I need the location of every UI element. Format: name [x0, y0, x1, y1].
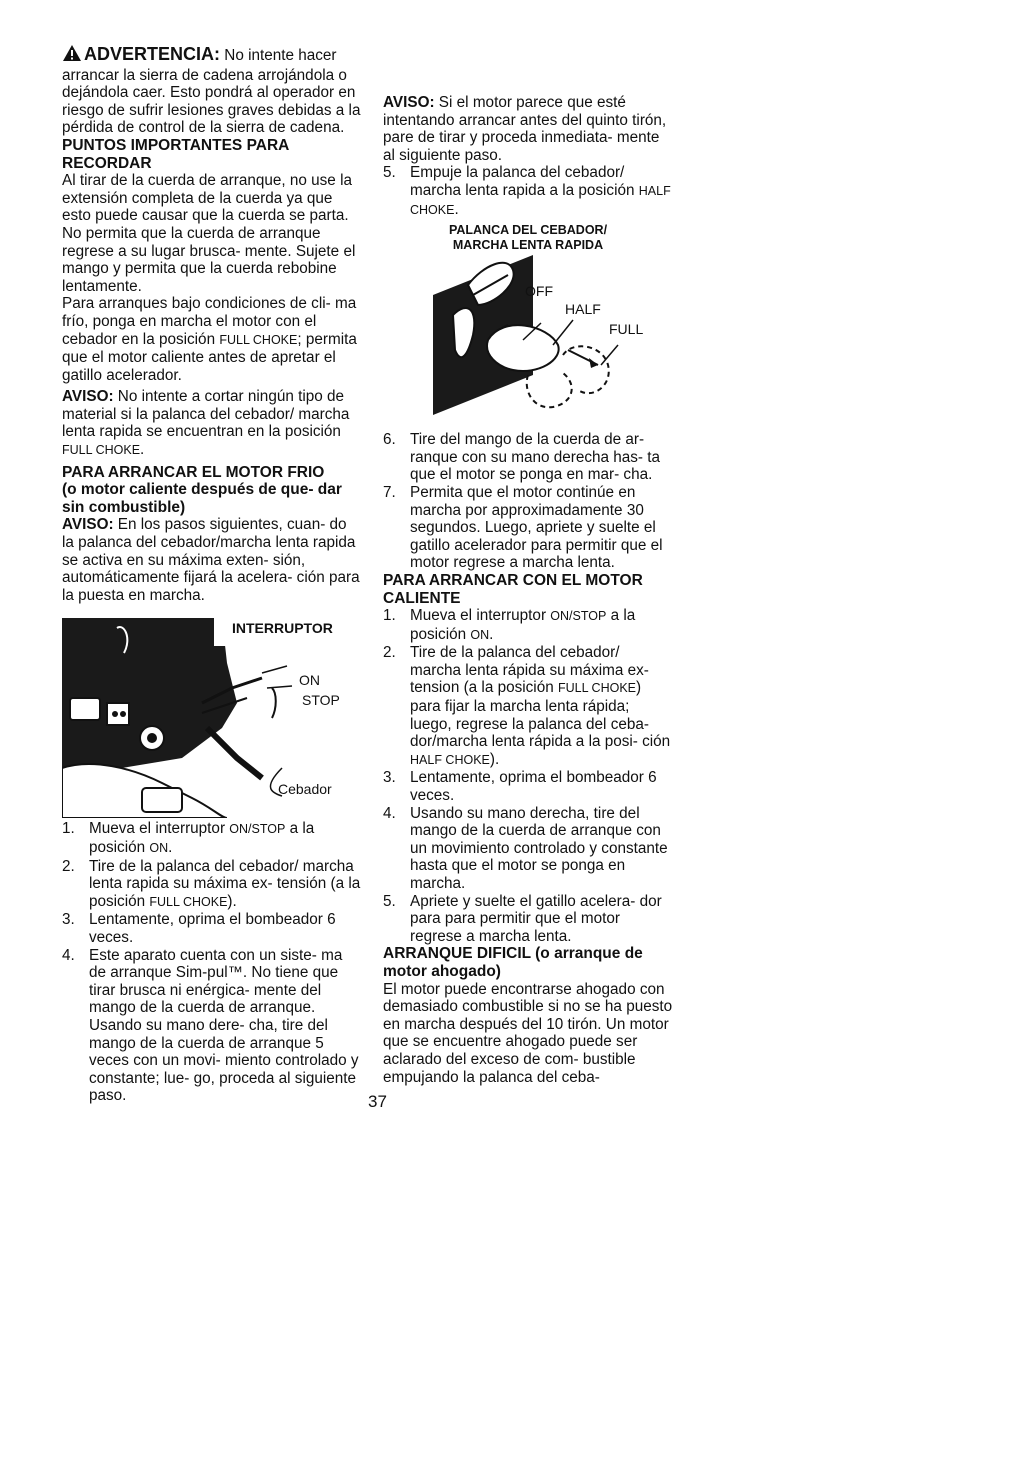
- choke-lever-illustration: [413, 255, 653, 425]
- caliente-heading: PARA ARRANCAR CON EL MOTOR CALIENTE: [383, 571, 643, 607]
- full-label: FULL: [609, 321, 644, 338]
- warning-body: hacer arrancar la sierra de cadena arrojándola o dejándola caer. Esto pondrá al operador en riesgo de sufrir lesiones graves debidas a la pérdida de control de la sierra de cadena.: [62, 47, 361, 137]
- left-column: [62, 44, 362, 1105]
- list-item: 3. Lentamente, oprima el bombeador 6 veces.: [62, 911, 336, 946]
- off-label: OFF: [525, 283, 553, 300]
- palanca-caption-1: PALANCA DEL CEBADOR/: [448, 223, 608, 238]
- list-item: 5. Apriete y suelte el gatillo acelera- dor para para permitir que el motor regrese a marcha lenta.: [383, 892, 662, 945]
- list-item: 3. Lentamente, oprima el bombeador 6 veces.: [383, 769, 657, 805]
- frio-aviso2: AVISO: Si el motor parece que esté intentando arrancar antes del quinto tirón, pare de tirar y proceda inmediata- mente al siguiente paso.: [383, 94, 667, 164]
- frio-subheading: (o motor caliente después de que- dar sin combustible): [62, 481, 342, 516]
- caliente-steps-list: [383, 607, 673, 945]
- half-label: HALF: [565, 301, 601, 318]
- palanca-caption-2: MARCHA LENTA RAPIDA: [452, 238, 604, 253]
- interruptor-figure: [62, 618, 352, 818]
- interruptor-label: INTERRUPTOR: [232, 620, 333, 637]
- list-item: 1. Mueva el interruptor ON/STOP a la posición ON.: [62, 820, 315, 856]
- frio-step5-list: [383, 164, 673, 219]
- warning-paragraph: [62, 44, 362, 137]
- stop-label: STOP: [302, 692, 340, 709]
- cebador-label: Cebador: [278, 781, 332, 798]
- page-number: 37: [368, 1092, 387, 1111]
- puntos-aviso: AVISO: No intente a cortar ningún tipo de material si la palanca del cebador/ marcha lenta rapida se encuentran en la posición FULL CHOKE.: [62, 388, 350, 459]
- warning-triangle-icon: [62, 44, 82, 67]
- list-item: 2. Tire de la palanca del cebador/ marcha lenta rapida su máxima ex- tensión (a la posición FULL CHOKE).: [62, 857, 361, 910]
- frio-heading: PARA ARRANCAR EL MOTOR FRIO: [62, 463, 325, 481]
- warning-title: ADVERTENCIA:: [84, 44, 221, 64]
- choke-lever-figure: [413, 255, 653, 425]
- frio-steps-list: [62, 820, 362, 1105]
- puntos-heading: PUNTOS IMPORTANTES PARA RECORDAR: [62, 136, 289, 172]
- warning-lead: No intente: [220, 47, 294, 64]
- list-item: 2. Tire de la palanca del cebador/ marcha lenta rápida su máxima ex- tension (a la posición FULL CHOKE) para fijar la marcha lenta rápida; luego, regrese la palanca del ceba- dor/marcha lenta rápida a la posi- ción HALF CHOKE).: [383, 644, 671, 768]
- right-column: [383, 44, 673, 1086]
- list-item: 6. Tire del mango de la cuerda de ar- ranque con su mano derecha has- ta que el motor se ponga en mar- cha.: [383, 431, 661, 484]
- frio-steps-after-list: [383, 431, 673, 572]
- dificil-text: El motor puede encontrarse ahogado con demasiado combustible si no se ha puesto en marcha después del 10 tirón. Un motor que se encuentre ahogado puede ser aclarado del exceso de com- bustible empujando la palanca del ceba-: [383, 980, 673, 1086]
- puntos-p1: Al tirar de la cuerda de arranque, no use la extensión completa de la cuerda ya que esto puede causar que la cuerda se parta. No permita que la cuerda de arranque regrese a su lugar brusca- mente. Sujete el mango y permita que la cuerda rebobine lentamente.: [62, 172, 356, 295]
- list-item: 7. Permita que el motor continúe en marcha por approximadamente 30 segundos. Luego, apriete y suelte el gatillo acelerador para permitir que el motor regrese a marcha lenta.: [383, 483, 663, 572]
- list-item: 4. Usando su mano derecha, tire del mango de la cuerda de arranque con un movimiento controlado y constante hasta que el motor se ponga en marcha.: [383, 804, 668, 892]
- list-item: 5. Empuje la palanca del cebador/ marcha lenta rapida a la posición HALF CHOKE.: [383, 164, 671, 218]
- list-item: 4. Este aparato cuenta con un siste- ma de arranque Sim-pul™. No tiene que tirar brusca ni enérgica- mente del mango de la cuerda de arranque. Usando su mano dere- cha, tire del mango de la cuerda de arranque 5 veces con un movi- miento controlado y constante; lue- go, proceda al siguiente paso.: [62, 946, 359, 1105]
- list-item: 1. Mueva el interruptor ON/STOP a la posición ON.: [383, 607, 636, 643]
- frio-aviso: AVISO: En los pasos siguientes, cuan- do la palanca del cebador/marcha lenta rapida se activa en su máxima exten- sión, automáticamente fijará la acelera- ción para la puesta en marcha.: [62, 516, 360, 604]
- dificil-heading: ARRANQUE DIFICIL (o arranque de motor ahogado): [383, 945, 643, 980]
- on-label: ON: [299, 672, 320, 689]
- puntos-p2: Para arranques bajo condiciones de cli- ma frío, ponga en marcha el motor con el cebador en la posición FULL CHOKE; permita que el motor caliente antes de apretar el gatillo acelerador.: [62, 295, 357, 384]
